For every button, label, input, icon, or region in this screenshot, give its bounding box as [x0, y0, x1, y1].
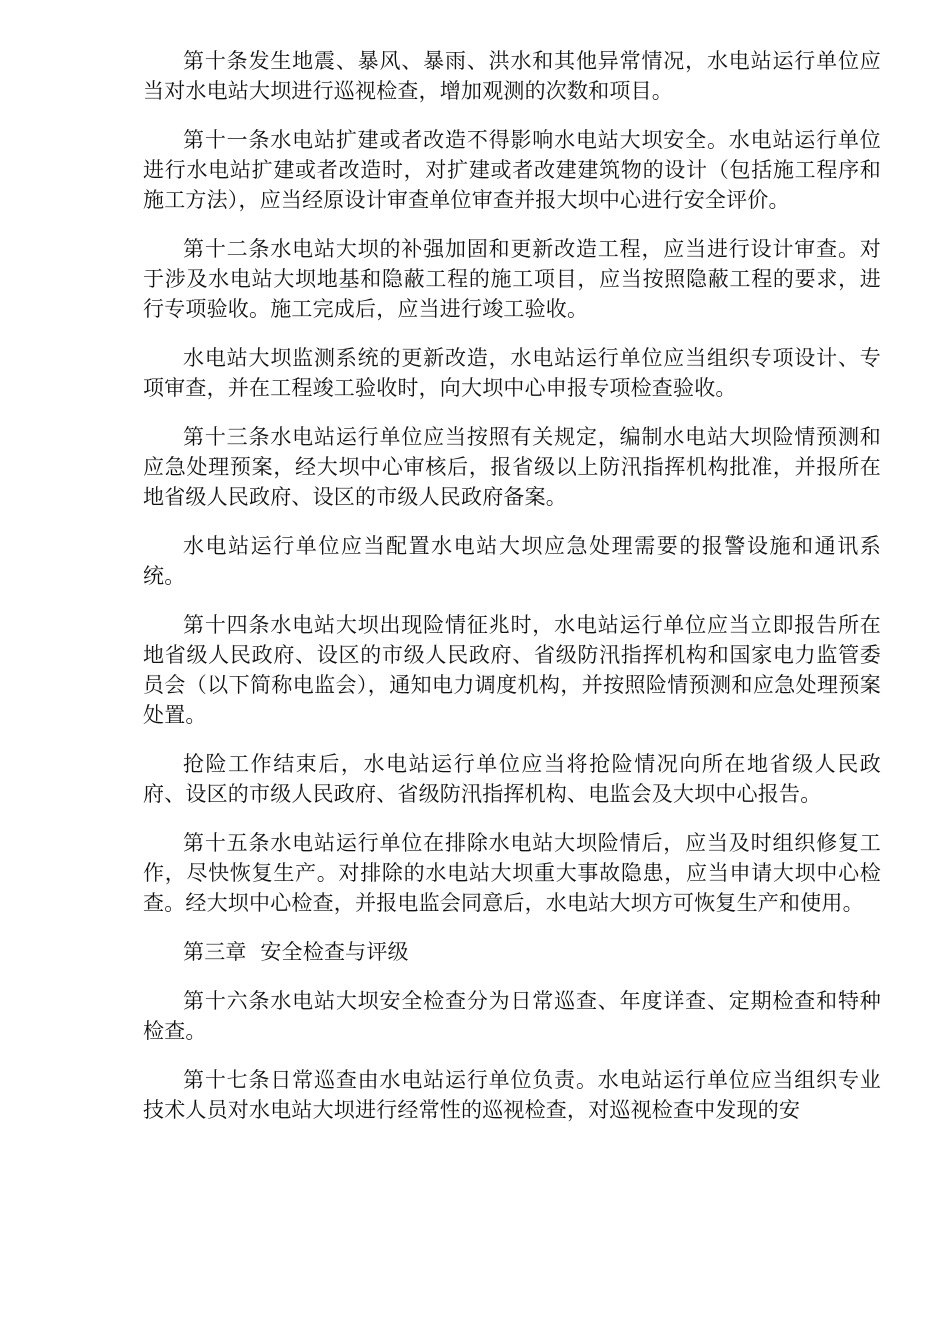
article-11-paragraph: 第十一条水电站扩建或者改造不得影响水电站大坝安全。水电站运行单位进行水电站扩建或者改造时，对扩建或者改建建筑物的设计（包括施工程序和施工方法），应当经原设计审查单位审查并报大坝中心进行安全评价。: [143, 128, 881, 212]
article-17-paragraph: 第十七条日常巡查由水电站运行单位负责。水电站运行单位应当组织专业技术人员对水电站大坝进行经常性的巡视检查，对巡视检查中发现的安: [143, 1068, 881, 1122]
article-13-paragraph: 第十三条水电站运行单位应当按照有关规定，编制水电站大坝险情预测和应急处理预案，经大坝中心审核后，报省级以上防汛指挥机构批准，并报所在地省级人民政府、设区的市级人民政府备案。: [143, 425, 881, 509]
article-16-paragraph: 第十六条水电站大坝安全检查分为日常巡查、年度详查、定期检查和特种检查。: [143, 989, 881, 1043]
article-10-paragraph: 第十条发生地震、暴风、暴雨、洪水和其他异常情况，水电站运行单位应当对水电站大坝进行巡视检查，增加观测的次数和项目。: [143, 49, 881, 103]
rescue-report-paragraph: 抢险工作结束后，水电站运行单位应当将抢险情况向所在地省级人民政府、设区的市级人民政府、省级防汛指挥机构、电监会及大坝中心报告。: [143, 752, 881, 806]
document-body: [143, 46, 881, 1144]
monitoring-system-paragraph: 水电站大坝监测系统的更新改造，水电站运行单位应当组织专项设计、专项审查，并在工程竣工验收时，向大坝中心申报专项检查验收。: [143, 346, 881, 400]
article-12-paragraph: 第十二条水电站大坝的补强加固和更新改造工程，应当进行设计审查。对于涉及水电站大坝地基和隐蔽工程的施工项目，应当按照隐蔽工程的要求，进行专项验收。施工完成后，应当进行竣工验收。: [143, 237, 881, 321]
article-14-paragraph: 第十四条水电站大坝出现险情征兆时，水电站运行单位应当立即报告所在地省级人民政府、设区的市级人民政府、省级防汛指挥机构和国家电力监管委员会（以下简称电监会），通知电力调度机构，并按照险情预测和应急处理预案处置。: [143, 613, 881, 727]
alarm-facilities-paragraph: 水电站运行单位应当配置水电站大坝应急处理需要的报警设施和通讯系统。: [143, 534, 881, 588]
article-15-paragraph: 第十五条水电站运行单位在排除水电站大坝险情后，应当及时组织修复工作，尽快恢复生产。对排除的水电站大坝重大事故隐患，应当申请大坝中心检查。经大坝中心检查，并报电监会同意后，水电站大坝方可恢复生产和使用。: [143, 831, 881, 915]
chapter-3-heading: 第三章 安全检查与评级: [183, 940, 409, 964]
